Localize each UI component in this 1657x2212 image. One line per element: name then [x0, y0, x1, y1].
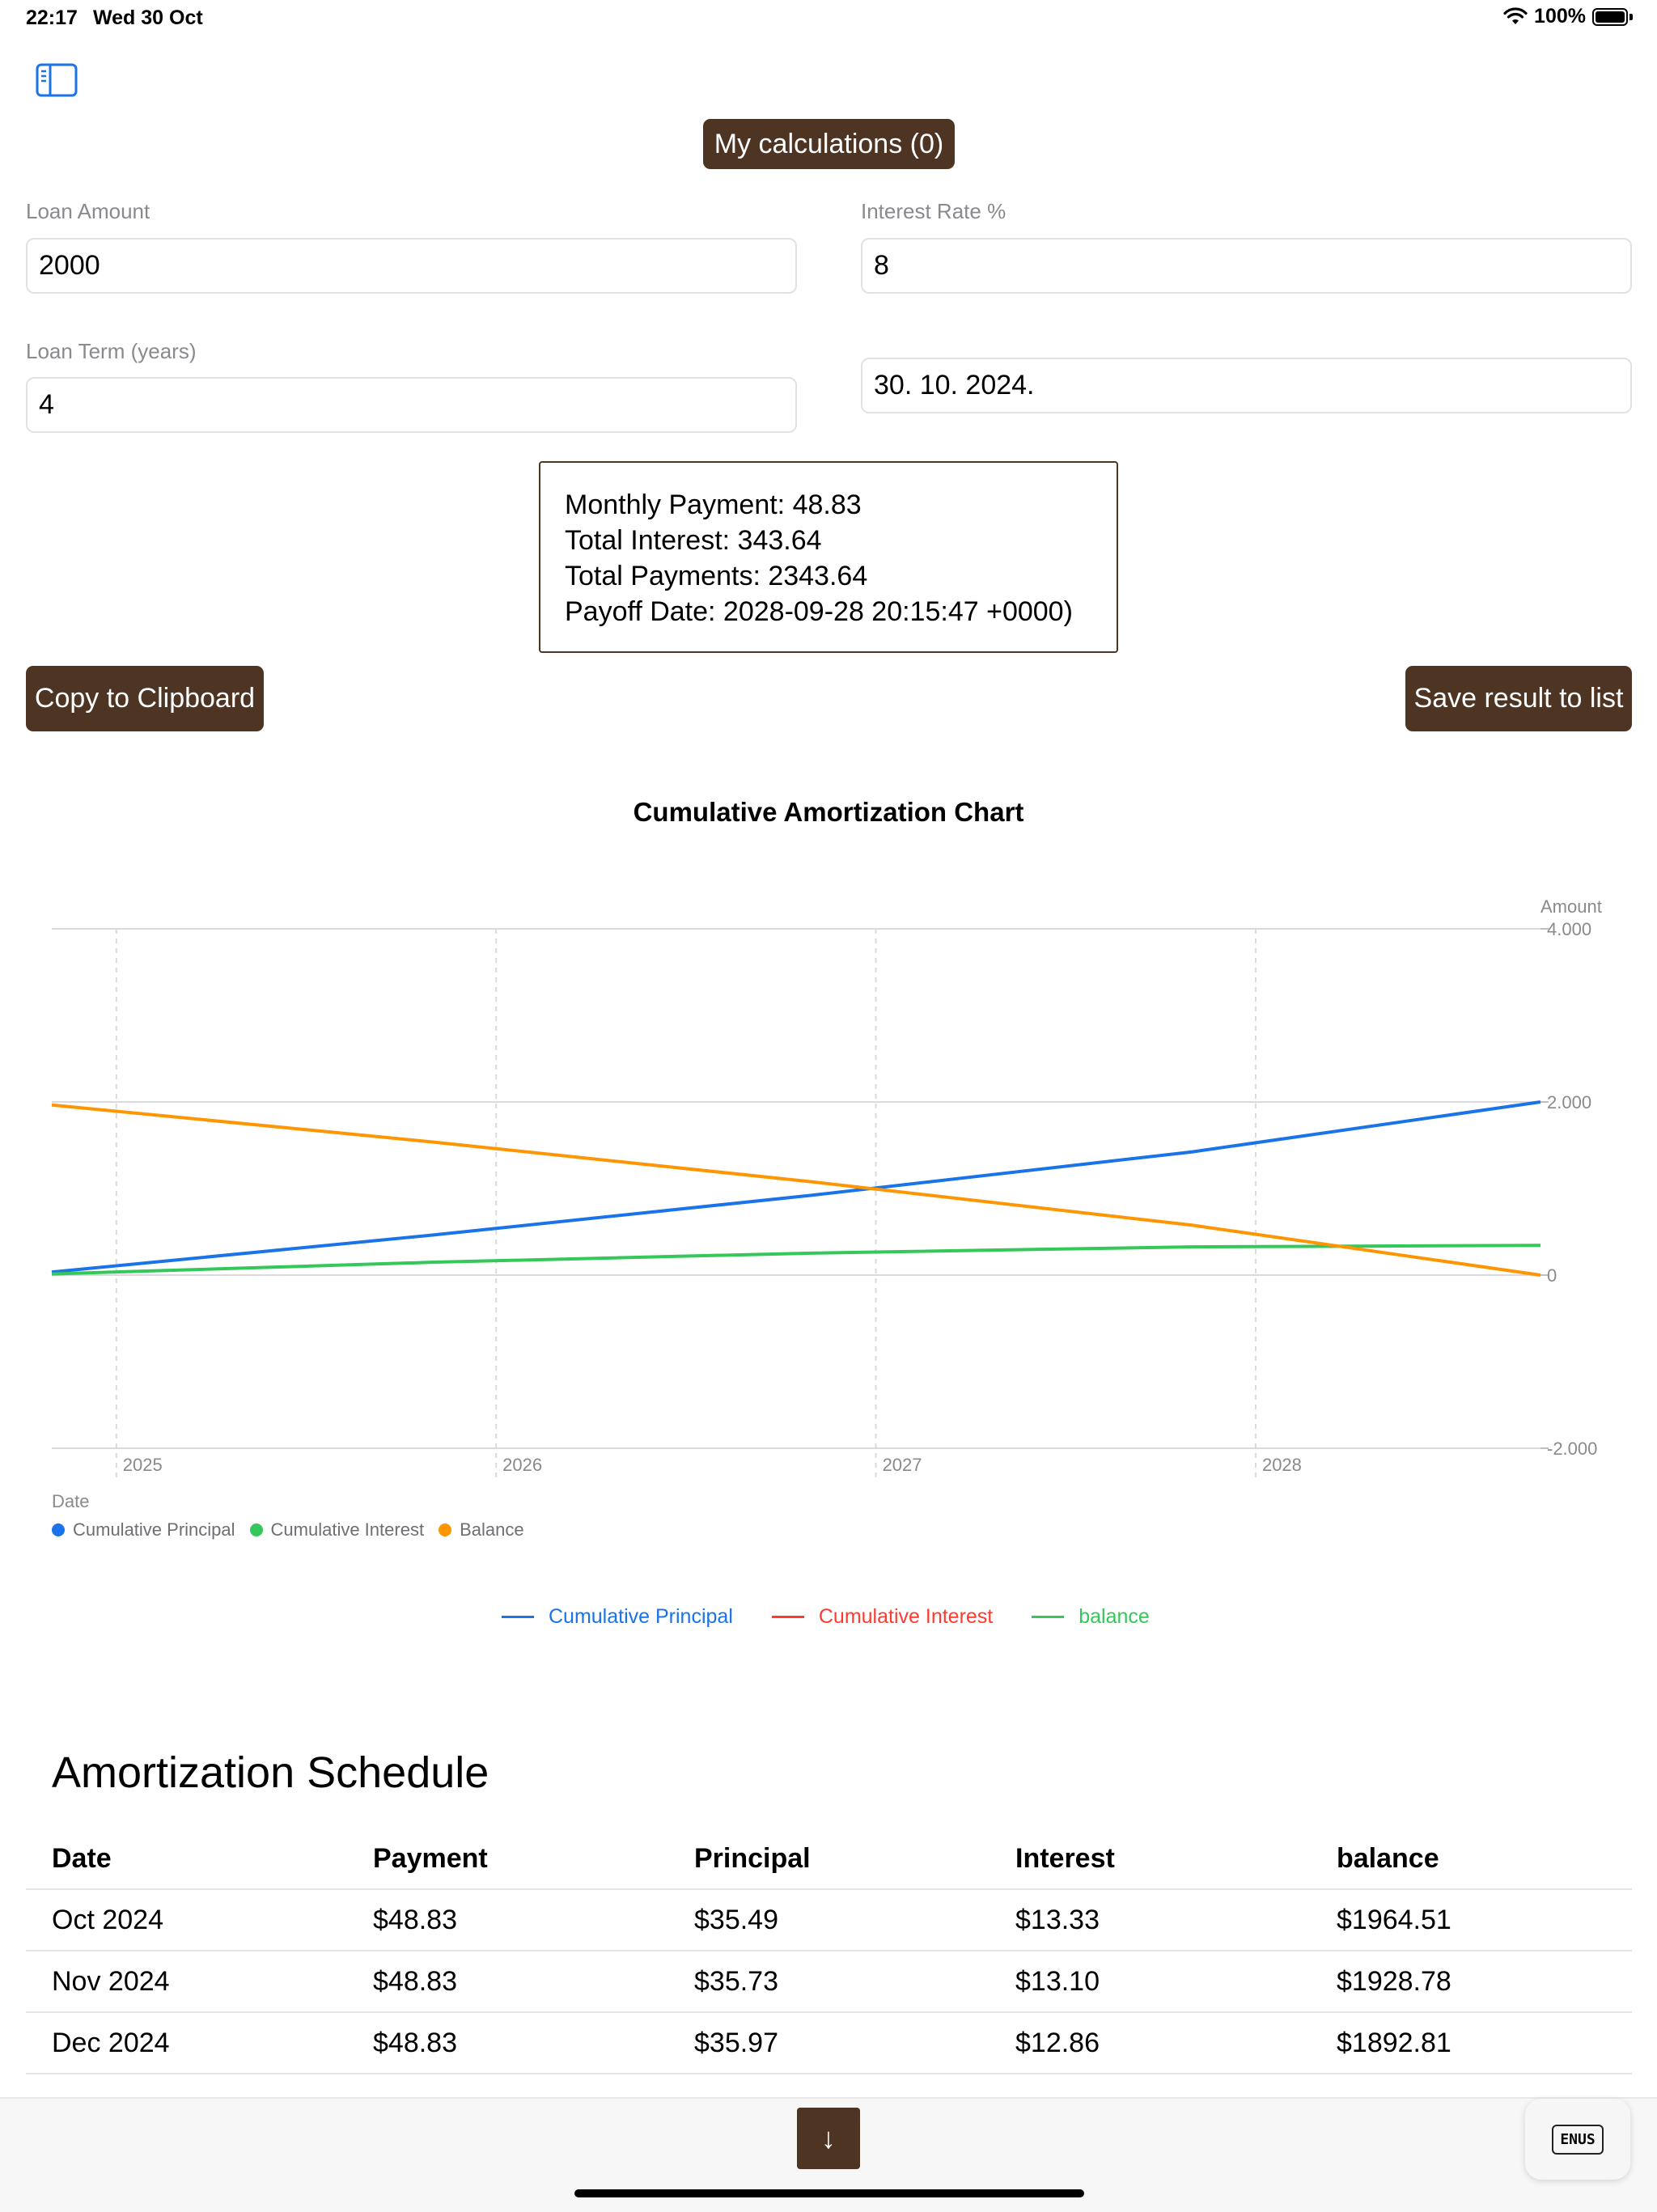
- legend-dot: [439, 1523, 451, 1536]
- wifi-icon: [1503, 7, 1528, 27]
- y-tick-label: -2.000: [1547, 1439, 1598, 1459]
- legend-bottom-balance: [1032, 1605, 1150, 1629]
- chart-legend-small: [52, 1519, 524, 1540]
- column-header: Payment: [373, 1842, 488, 1874]
- keyboard-language-button[interactable]: [1525, 2099, 1630, 2180]
- legend-label: Cumulative Interest: [270, 1519, 425, 1540]
- schedule-table: [26, 1829, 1632, 2074]
- legend-label: Cumulative Principal: [549, 1605, 733, 1628]
- save-result-button[interactable]: Save result to list: [1405, 666, 1632, 731]
- chart-legend-bottom: [502, 1605, 1150, 1629]
- schedule-title: Amortization Schedule: [52, 1748, 489, 1797]
- status-time: 22:17: [26, 6, 78, 29]
- interest-rate-input[interactable]: 8: [861, 238, 1632, 294]
- x-tick-label: 2025: [122, 1455, 163, 1475]
- legend-label: Cumulative Interest: [818, 1605, 994, 1628]
- column-header: Interest: [1015, 1842, 1115, 1874]
- legend-line: [502, 1616, 534, 1618]
- table-row: [26, 1890, 1632, 1951]
- status-date: Wed 30 Oct: [93, 6, 203, 29]
- table-cell: $12.86: [1015, 2027, 1100, 2058]
- status-indicators: [1503, 5, 1633, 28]
- battery-tip: [1629, 14, 1633, 20]
- keyboard-language-icon: ENUS: [1552, 2125, 1603, 2155]
- table-cell: $1892.81: [1337, 2027, 1451, 2058]
- battery-icon: [1592, 8, 1628, 26]
- chart-title: Cumulative Amortization Chart: [633, 797, 1024, 827]
- monthly-payment: Monthly Payment: 48.83: [565, 489, 862, 520]
- table-cell: $35.73: [694, 1965, 778, 1997]
- loan-amount-input[interactable]: 2000: [26, 238, 797, 294]
- loan-term-label: Loan Term (years): [26, 339, 197, 363]
- legend-item-principal: [52, 1519, 235, 1540]
- table-cell: $48.83: [373, 2027, 457, 2058]
- legend-label: Cumulative Principal: [73, 1519, 235, 1540]
- table-cell: $1964.51: [1337, 1904, 1451, 1935]
- column-header: Principal: [694, 1842, 811, 1874]
- total-payments: Total Payments: 2343.64: [565, 561, 868, 591]
- copy-to-clipboard-button[interactable]: Copy to Clipboard: [26, 666, 264, 731]
- scroll-down-button[interactable]: ↓: [797, 2108, 860, 2169]
- y-tick-label: 4.000: [1547, 919, 1592, 939]
- y-axis-label: Amount: [1540, 896, 1602, 917]
- x-tick-label: 2026: [502, 1455, 543, 1475]
- table-row: [26, 2013, 1632, 2074]
- table-cell: $1928.78: [1337, 1965, 1451, 1997]
- result-summary: [539, 461, 1118, 653]
- home-indicator[interactable]: [574, 2189, 1084, 2197]
- y-tick-label: 0: [1547, 1265, 1557, 1286]
- legend-bottom-interest: [772, 1605, 993, 1629]
- amortization-chart: [0, 890, 1657, 1489]
- loan-amount-label: Loan Amount: [26, 199, 150, 223]
- x-tick-label: 2027: [882, 1455, 922, 1475]
- table-row: [26, 1951, 1632, 2013]
- total-interest: Total Interest: 343.64: [565, 525, 822, 556]
- legend-dot: [52, 1523, 65, 1536]
- table-cell: $48.83: [373, 1904, 457, 1935]
- column-header: Date: [52, 1842, 112, 1874]
- legend-dot: [250, 1523, 263, 1536]
- column-header: balance: [1337, 1842, 1439, 1874]
- legend-label: balance: [1079, 1605, 1150, 1628]
- start-date-picker[interactable]: 30. 10. 2024.: [861, 358, 1632, 413]
- my-calculations-button[interactable]: My calculations (0): [703, 119, 955, 169]
- x-tick-label: 2028: [1261, 1455, 1302, 1475]
- table-header: [26, 1829, 1632, 1890]
- payoff-date: Payoff Date: 2028-09-28 20:15:47 +0000): [565, 596, 1073, 627]
- table-cell: $35.49: [694, 1904, 778, 1935]
- x-axis-label: Date: [52, 1491, 90, 1511]
- legend-label: Balance: [460, 1519, 524, 1540]
- battery-percent: 100%: [1534, 5, 1586, 28]
- table-cell: $13.33: [1015, 1904, 1100, 1935]
- table-cell: Dec 2024: [52, 2027, 170, 2058]
- interest-rate-label: Interest Rate %: [861, 199, 1006, 223]
- y-tick-label: 2.000: [1547, 1092, 1592, 1112]
- legend-item-balance: [439, 1519, 524, 1540]
- legend-line: [1032, 1616, 1064, 1618]
- legend-item-interest: [250, 1519, 425, 1540]
- loan-term-input[interactable]: 4: [26, 377, 797, 433]
- table-cell: Nov 2024: [52, 1965, 170, 1997]
- legend-bottom-principal: [502, 1605, 733, 1629]
- table-cell: $13.10: [1015, 1965, 1100, 1997]
- table-cell: $35.97: [694, 2027, 778, 2058]
- table-cell: Oct 2024: [52, 1904, 163, 1935]
- table-cell: $48.83: [373, 1965, 457, 1997]
- sidebar-toggle-icon[interactable]: [36, 63, 78, 97]
- legend-line: [772, 1616, 804, 1618]
